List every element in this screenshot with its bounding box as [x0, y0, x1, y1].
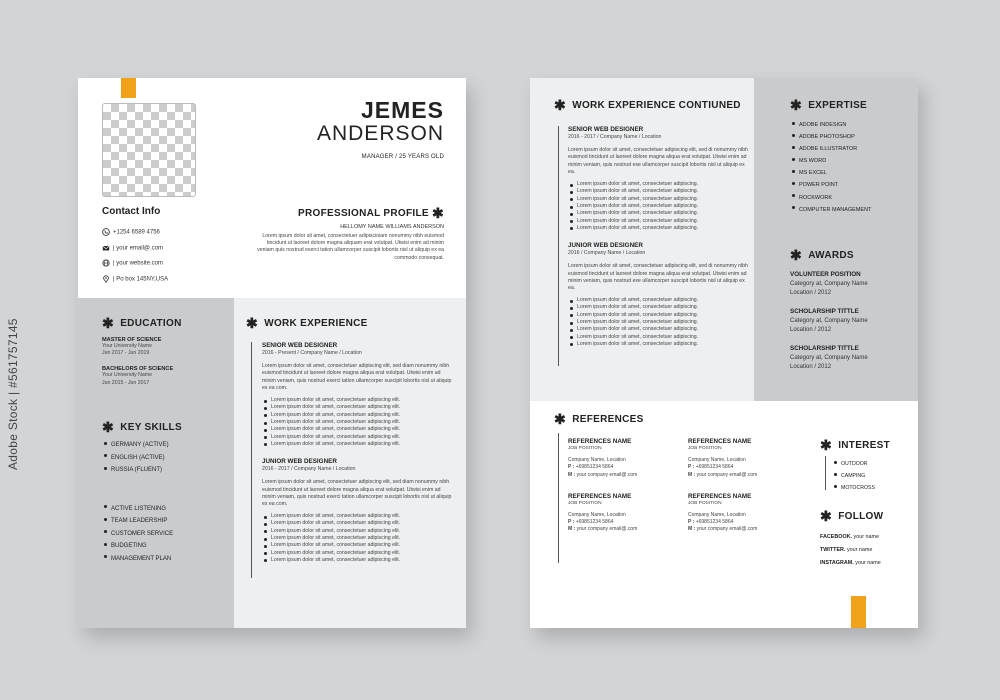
- award-item: [790, 308, 915, 335]
- work-continued-section: [554, 97, 754, 114]
- phone-value: +69851234 5864: [695, 519, 734, 526]
- job-bullet: Lorem ipsum dolor sit amet, consectetuer adipiscing elit.: [262, 528, 452, 535]
- job-role: JUNIOR WEB DESIGNER: [568, 242, 643, 250]
- work-continued-title: WORK EXPERIENCE CONTIUNED: [572, 100, 741, 111]
- address-text: | Po box 145NY,USA: [113, 276, 169, 283]
- interest-title: INTEREST: [838, 440, 891, 451]
- email-label: M :: [568, 526, 576, 533]
- asterisk-icon: ✱: [246, 315, 259, 332]
- follow-item: [820, 557, 915, 570]
- accent-tab: [121, 78, 136, 98]
- reference-company: Company Name, Location: [568, 457, 626, 464]
- phone-label: P :: [688, 519, 695, 526]
- reference-name: REFERENCES NAME: [568, 492, 632, 500]
- job-role: SENIOR WEB DESIGNER: [262, 342, 338, 349]
- job-bullet: Lorem ipsum dolor sit amet, consectetuer adipiscing.: [568, 203, 748, 210]
- expertise-item: MS WORD: [790, 155, 910, 167]
- job-bullet: Lorem ipsum dolor sit amet, consectetuer adipiscing elit.: [262, 404, 452, 411]
- interest-list: [832, 458, 875, 494]
- reference-card: [568, 493, 688, 534]
- email-text: | your email@.com: [113, 245, 163, 252]
- award-location: Location / 2012: [790, 290, 832, 296]
- asterisk-icon: ✱: [554, 411, 567, 428]
- asterisk-icon: ✱: [431, 205, 444, 222]
- follow-value: your name: [846, 547, 873, 553]
- skill-item: CUSTOMER SERVICE: [102, 528, 230, 541]
- years: Jun 2017 - Jun 2019: [102, 350, 150, 357]
- job-bullet: Lorem ipsum dolor sit amet, consectetuer adipiscing elit.: [262, 434, 452, 441]
- asterisk-icon: ✱: [102, 419, 115, 436]
- name-block: [317, 98, 444, 160]
- award-location: Location / 2012: [790, 327, 832, 333]
- phone-label: P :: [568, 464, 575, 471]
- education-item: [102, 337, 230, 357]
- follow-item: [820, 531, 915, 544]
- expertise-item: POWER POINT: [790, 179, 910, 191]
- job-bullet: Lorem ipsum dolor sit amet, consectetuer adipiscing.: [568, 341, 748, 348]
- email-value: your company email@.com: [576, 471, 638, 478]
- job-bullet: Lorem ipsum dolor sit amet, consectetuer adipiscing elit.: [262, 397, 452, 404]
- phone-value: +69851234 5864: [695, 464, 734, 471]
- profile-name: HELLOMY NAME WILLIAMS ANDERSON: [340, 224, 444, 230]
- skill-item: ACTIVE LISTENING: [102, 503, 230, 516]
- job-entry: [568, 242, 748, 348]
- email-label: M :: [688, 526, 696, 533]
- timeline-line: [558, 126, 559, 366]
- job-bullet: Lorem ipsum dolor sit amet, consectetuer adipiscing.: [568, 304, 748, 311]
- reference-position: JOB POSITION: [688, 500, 722, 506]
- awards-list: [790, 271, 915, 372]
- asterisk-icon: ✱: [820, 508, 833, 525]
- language-item: RUSSIA (FLUENT): [102, 464, 230, 477]
- award-name: SCHOLARSHIP TITTLE: [790, 345, 859, 352]
- email-label: M :: [568, 471, 576, 478]
- job-meta: 2016 - Present / Company Name / Location: [262, 350, 362, 356]
- reference-email: [688, 526, 808, 533]
- asterisk-icon: ✱: [790, 247, 803, 264]
- reference-company: Company Name, Location: [688, 457, 746, 464]
- follow-label: FACEBOOK.: [820, 534, 853, 540]
- school: Your University Name: [102, 372, 152, 379]
- job-bullet: Lorem ipsum dolor sit amet, consectetuer adipiscing.: [568, 319, 748, 326]
- follow-value: your name: [855, 560, 881, 566]
- expertise-section: [790, 97, 910, 216]
- job-description: Lorem ipsum dolor sit amet, consectetuer adipiscing elit, sed diam nonummy nibh euismod tincidunt ut laoreet dolore magna aliqua erat volutpat. Utwisi enim ad minim veniam, quis nostrud exerci tation ullamcorper suscipit lobortis nisl ut aliquip ex ea com.: [262, 479, 452, 507]
- language-item: ENGLISH (ACTIVE): [102, 452, 230, 465]
- reference-card: [688, 493, 808, 534]
- job-bullet: Lorem ipsum dolor sit amet, consectetuer adipiscing.: [568, 225, 748, 232]
- resume-page-1: [78, 78, 466, 628]
- contact-web: [102, 259, 232, 268]
- skill-item: BUDGETING: [102, 540, 230, 553]
- reference-position: JOB POSITION: [688, 446, 722, 451]
- reference-card: [568, 438, 688, 479]
- job-description: Lorem ipsum dolor sit amet, consectetuer adipiscing elit, sed di nonummy nibh euismod tincidunt ut laoreet dolore magna aliqua erat volutpat. Utwisi enim ad minim veniam, quis nostrud exe ullamcorper suscipit lobortis nisl ut aliquip ex ea.: [568, 263, 748, 291]
- accent-tab: [851, 596, 866, 628]
- contact-email: [102, 244, 232, 253]
- reference-position: JOB POSITION: [568, 500, 602, 506]
- interest-item: MOTOCROSS: [832, 482, 875, 494]
- reference-phone: [688, 519, 808, 526]
- award-item: [790, 345, 915, 372]
- reference-name: REFERENCES NAME: [688, 492, 752, 500]
- follow-label: TWITTER.: [820, 547, 846, 553]
- job-entry: [262, 342, 452, 448]
- education-item: [102, 366, 230, 386]
- references-section: [554, 411, 754, 428]
- skill-item: MANAGEMENT PLAN: [102, 553, 230, 566]
- reference-email: [568, 526, 688, 533]
- phone-label: P :: [568, 519, 575, 526]
- interest-item: OUTDOOR: [832, 458, 875, 470]
- professional-profile: [254, 205, 444, 262]
- asterisk-icon: ✱: [820, 437, 833, 454]
- references-title: REFERENCES: [572, 414, 644, 425]
- job-description: Lorem ipsum dolor sit amet, consectetuer adipiscing elit, sed diam nonummy nibh euismod tincidunt ut laoreet dolore magna aliqua erat volutpat. Utwisi enim ad minim veniam, quis nostrud exerci tation ullamcorper suscipit lobortis nisl ut aliquip ex ea com.: [262, 363, 452, 391]
- contact-title: Contact Info: [102, 206, 161, 217]
- contact-info: [102, 206, 232, 283]
- first-name: JEMES: [361, 97, 444, 123]
- last-name: ANDERSON: [316, 122, 444, 145]
- profile-title: PROFESSIONAL PROFILE: [298, 208, 429, 219]
- timeline-line: [251, 342, 252, 578]
- languages-list: [102, 439, 230, 477]
- follow-list: [820, 531, 915, 570]
- work-jobs: [262, 342, 452, 564]
- degree: MASTER OF SCIENCE: [102, 337, 162, 343]
- job-bullet: Lorem ipsum dolor sit amet, consectetuer adipiscing elit.: [262, 520, 452, 527]
- job-bullet: Lorem ipsum dolor sit amet, consectetuer adipiscing.: [568, 210, 748, 217]
- expertise-item: ADOBE PHOTOSHOP: [790, 131, 910, 143]
- follow-title: FOLLOW: [838, 511, 884, 522]
- follow-label: INSTAGRAM.: [820, 560, 854, 566]
- award-name: VOLUNTEER POSITION: [790, 271, 861, 278]
- reference-company: Company Name, Location: [568, 512, 626, 519]
- job-bullet: Lorem ipsum dolor sit amet, consectetuer adipiscing.: [568, 196, 748, 203]
- expertise-item: ADOBE INDESIGN: [790, 119, 910, 131]
- expertise-title: EXPERTISE: [808, 100, 868, 111]
- job-bullet: Lorem ipsum dolor sit amet, consectetuer adipiscing elit.: [262, 550, 452, 557]
- references-line: [558, 433, 559, 563]
- job-bullet: Lorem ipsum dolor sit amet, consectetuer adipiscing.: [568, 188, 748, 195]
- job-bullets: [262, 397, 452, 448]
- phone-text: +1254 6589 4756: [113, 229, 160, 236]
- years: Jun 2015 - Jun 2017: [102, 379, 150, 386]
- job-bullet: Lorem ipsum dolor sit amet, consectetuer adipiscing.: [568, 312, 748, 319]
- reference-phone: [688, 464, 808, 471]
- follow-value: your name: [853, 534, 880, 540]
- education-section: [102, 315, 230, 387]
- job-bullet: Lorem ipsum dolor sit amet, consectetuer adipiscing.: [568, 218, 748, 225]
- web-text: | your website.com: [113, 260, 163, 267]
- job-meta: 2016 - 2017 / Company Name / Location: [568, 134, 662, 140]
- job-entry: [262, 458, 452, 564]
- reference-card: [688, 438, 808, 479]
- email-value: your company email@.com: [696, 526, 758, 533]
- degree: BACHELORS OF SCIENCE: [102, 366, 174, 373]
- award-name: SCHOLARSHIP TITTLE: [790, 308, 859, 315]
- reference-name: REFERENCES NAME: [568, 438, 632, 445]
- subtitle: MANAGER / 25 YEARS OLD: [361, 154, 444, 160]
- expertise-item: ADOBE ILLUSTRATOR: [790, 143, 910, 155]
- education-list: [102, 337, 230, 387]
- soft-skills-list: [102, 503, 230, 566]
- follow-item: [820, 544, 915, 557]
- job-bullets: [568, 181, 748, 232]
- job-bullet: Lorem ipsum dolor sit amet, consectetuer adipiscing.: [568, 334, 748, 341]
- work-experience-section: [246, 315, 446, 332]
- reference-email: [568, 472, 688, 479]
- asterisk-icon: ✱: [102, 315, 115, 332]
- email-value: your company email@.com: [696, 471, 758, 478]
- interest-section: [820, 437, 915, 454]
- job-bullet: Lorem ipsum dolor sit amet, consectetuer adipiscing elit.: [262, 426, 452, 433]
- email-label: M :: [688, 471, 696, 478]
- work-continued-jobs: [568, 126, 748, 348]
- reference-name: REFERENCES NAME: [688, 438, 752, 445]
- job-bullet: Lorem ipsum dolor sit amet, consectetuer adipiscing elit.: [262, 412, 452, 419]
- globe-icon: [102, 259, 110, 267]
- job-role: JUNIOR WEB DESIGNER: [262, 458, 337, 466]
- watermark: Adobe Stock | #561757145: [6, 318, 20, 470]
- awards-section: [790, 247, 915, 372]
- job-bullet: Lorem ipsum dolor sit amet, consectetuer adipiscing.: [568, 181, 748, 188]
- phone-value: +69851234 5864: [575, 519, 614, 526]
- skills-title: KEY SKILLS: [120, 422, 182, 433]
- job-bullets: [262, 513, 452, 564]
- phone-label: P :: [688, 464, 695, 471]
- award-category: Category at, Company Name: [790, 318, 868, 324]
- job-role: SENIOR WEB DESIGNER: [568, 126, 644, 133]
- expertise-item: COMPUTER MANAGEMENT: [790, 204, 910, 216]
- job-entry: [568, 126, 748, 232]
- reference-phone: [568, 519, 688, 526]
- contact-phone: [102, 228, 232, 237]
- reference-position: JOB POSITION: [568, 446, 602, 451]
- award-item: [790, 271, 915, 298]
- award-category: Category at, Company Name: [790, 281, 868, 287]
- mail-icon: [102, 244, 110, 252]
- language-item: GERMANY (ACTIVE): [102, 439, 230, 452]
- email-value: your company email@.com: [576, 526, 638, 533]
- interest-line: [825, 456, 826, 490]
- job-bullet: Lorem ipsum dolor sit amet, consectetuer adipiscing.: [568, 326, 748, 333]
- contact-address: [102, 275, 232, 284]
- skill-item: TEAM LEADERSHIP: [102, 515, 230, 528]
- phone-icon: [102, 228, 110, 236]
- job-bullets: [568, 297, 748, 348]
- award-category: Category at, Company Name: [790, 355, 868, 361]
- reference-company: Company Name, Location: [688, 512, 746, 519]
- awards-title: AWARDS: [808, 250, 854, 261]
- references-grid: [568, 438, 808, 534]
- work-title: WORK EXPERIENCE: [264, 318, 368, 329]
- asterisk-icon: ✱: [554, 97, 567, 114]
- award-location: Location / 2012: [790, 364, 832, 370]
- job-bullet: Lorem ipsum dolor sit amet, consectetuer adipiscing elit.: [262, 513, 452, 520]
- job-bullet: Lorem ipsum dolor sit amet, consectetuer adipiscing.: [568, 297, 748, 304]
- expertise-item: ROCKWORK: [790, 192, 910, 204]
- job-bullet: Lorem ipsum dolor sit amet, consectetuer adipiscing elit.: [262, 535, 452, 542]
- expertise-list: [790, 119, 910, 216]
- interest-item: CAMPING: [832, 470, 875, 482]
- job-bullet: Lorem ipsum dolor sit amet, consectetuer adipiscing elit.: [262, 542, 452, 549]
- profile-photo-placeholder: [102, 103, 196, 197]
- job-meta: 2016 - 2017 / Company Name / Location: [262, 466, 356, 473]
- skills-section: [102, 419, 230, 565]
- school: Your University Name: [102, 343, 152, 349]
- resume-page-2: [530, 78, 918, 628]
- profile-text: Lorem ipsum dolor sit amet, consectetuer adipisciniam nonummy nibh euismod tincidunt ut laoreet dolore magna aliquam erat volutpat. Utwisi enim ad minim veniam quis nostrud exerci tation ullamcorper suscipit lobortis nisl ut aliquip ex ea commodo consequat.: [257, 233, 444, 261]
- reference-email: [688, 472, 808, 479]
- job-bullet: Lorem ipsum dolor sit amet, consectetuer adipiscing elit.: [262, 557, 452, 564]
- follow-section: [820, 508, 915, 570]
- job-description: Lorem ipsum dolor sit amet, consectetuer adipiscing elit, sed di nonummy nibh euismod tincidunt ut laoreet dolore magna aliqua erat volutpat. Utwisi enim ad minim veniam, quis nostrud exe ullamcorper suscipit lobortis nisl ut aliquip ex ea.: [568, 147, 748, 175]
- phone-value: +69851234 5864: [575, 464, 614, 471]
- education-title: EDUCATION: [120, 318, 182, 329]
- profile-heading: [254, 205, 444, 222]
- location-icon: [102, 275, 110, 283]
- reference-phone: [568, 464, 688, 471]
- job-bullet: Lorem ipsum dolor sit amet, consectetuer adipiscing elit.: [262, 441, 452, 448]
- job-bullet: Lorem ipsum dolor sit amet, consectetuer adipiscing elit.: [262, 419, 452, 426]
- expertise-item: MS EXCEL: [790, 167, 910, 179]
- asterisk-icon: ✱: [790, 97, 803, 114]
- job-meta: 2016 / Company Name / Location: [568, 250, 646, 257]
